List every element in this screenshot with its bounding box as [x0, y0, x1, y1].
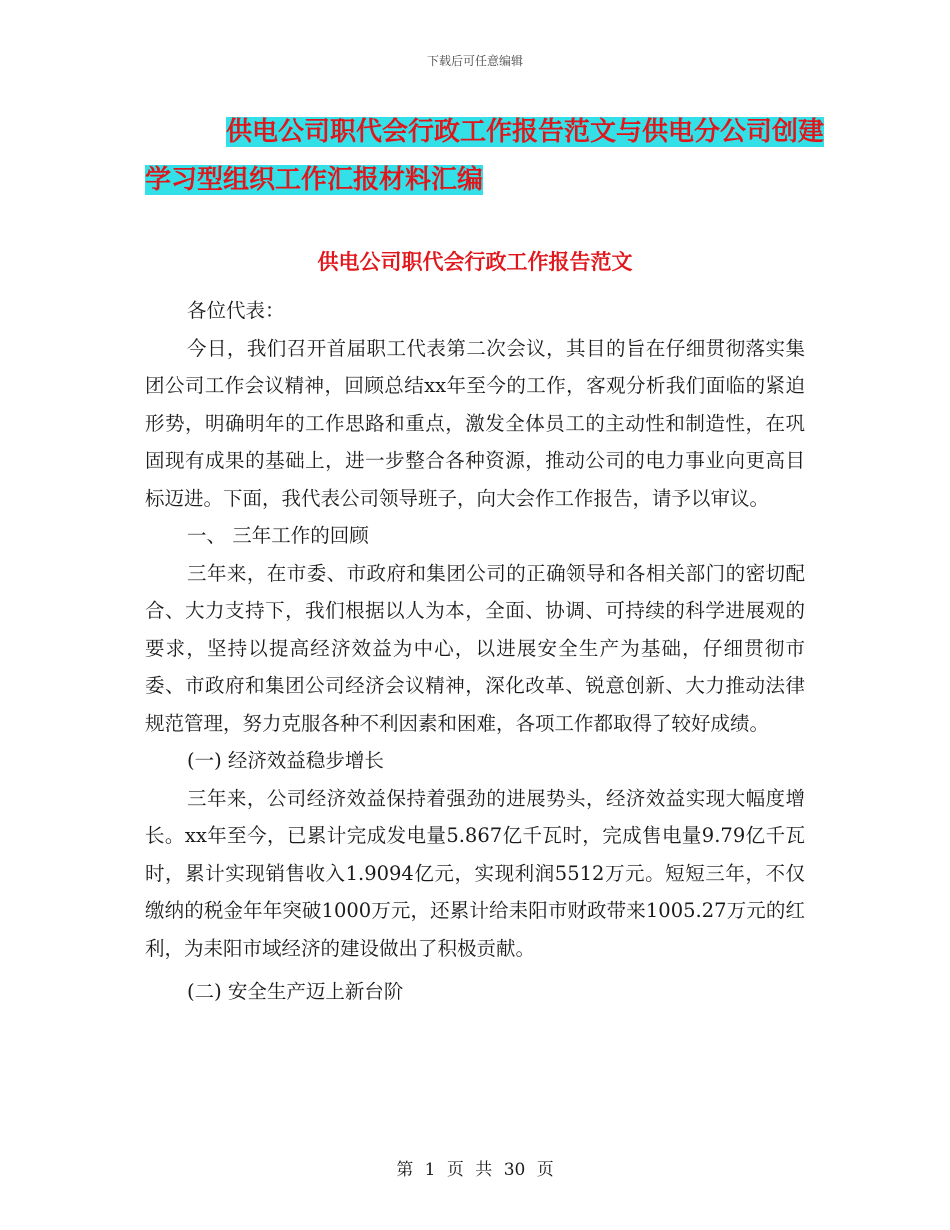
header-note: 下载后可任意编辑 — [426, 54, 523, 68]
body-paragraph: 三年来，公司经济效益保持着强劲的进展势头，经济效益实现大幅度增长。xx年至今，已累计完成发电量5.867亿千瓦时，完成售电量9.79亿千瓦时，累计实现销售收入1.9094亿元，实现利润5512万元。短短三年，不仅缴纳的税金年年突破1000万元，还累计给耒阳市财政带来1005.27万元的红利，为耒阳市域经济的建设做出了积极贡献。 — [145, 786, 805, 960]
document-title — [145, 108, 865, 204]
page-number: 第 1 页 共 30 页 — [396, 1160, 554, 1180]
body-paragraph: 今日，我们召开首届职工代表第二次会议，其目的旨在仔细贯彻落实集团公司工作会议精神，回顾总结xx年至今的工作，客观分析我们面临的紧迫形势，明确明年的工作思路和重点，激发全体员工的主动性和制造性，在巩固现有成果的基础上，进一步整合各种资源，推动公司的电力事业向更高目标迈进。下面，我代表公司领导班子，向大会作工作报告，请予以审议。 — [145, 336, 805, 510]
document-body — [145, 292, 805, 1011]
subsection-heading: (一) 经济效益稳步增长 — [187, 749, 384, 772]
salutation: 各位代表： — [187, 299, 285, 322]
title-line-1: 供电公司职代会行政工作报告范文与供电分公司创建 — [225, 117, 824, 147]
subsection-heading: (二) 安全生产迈上新台阶 — [187, 980, 404, 1003]
title-line-2: 学习型组织工作汇报材料汇编 — [145, 165, 484, 195]
body-paragraph: 三年来，在市委、市政府和集团公司的正确领导和各相关部门的密切配合、大力支持下，我们根据以人为本，全面、协调、可持续的科学进展观的要求，坚持以提高经济效益为中心，以进展安全生产为基础，仔细贯彻市委、市政府和集团公司经济会议精神，深化改革、锐意创新、大力推动法律规范管理，努力克服各种不利因素和困难，各项工作都取得了较好成绩。 — [145, 561, 805, 735]
section-heading: 一、 三年工作的回顾 — [187, 524, 369, 547]
section-title: 供电公司职代会行政工作报告范文 — [317, 250, 633, 274]
